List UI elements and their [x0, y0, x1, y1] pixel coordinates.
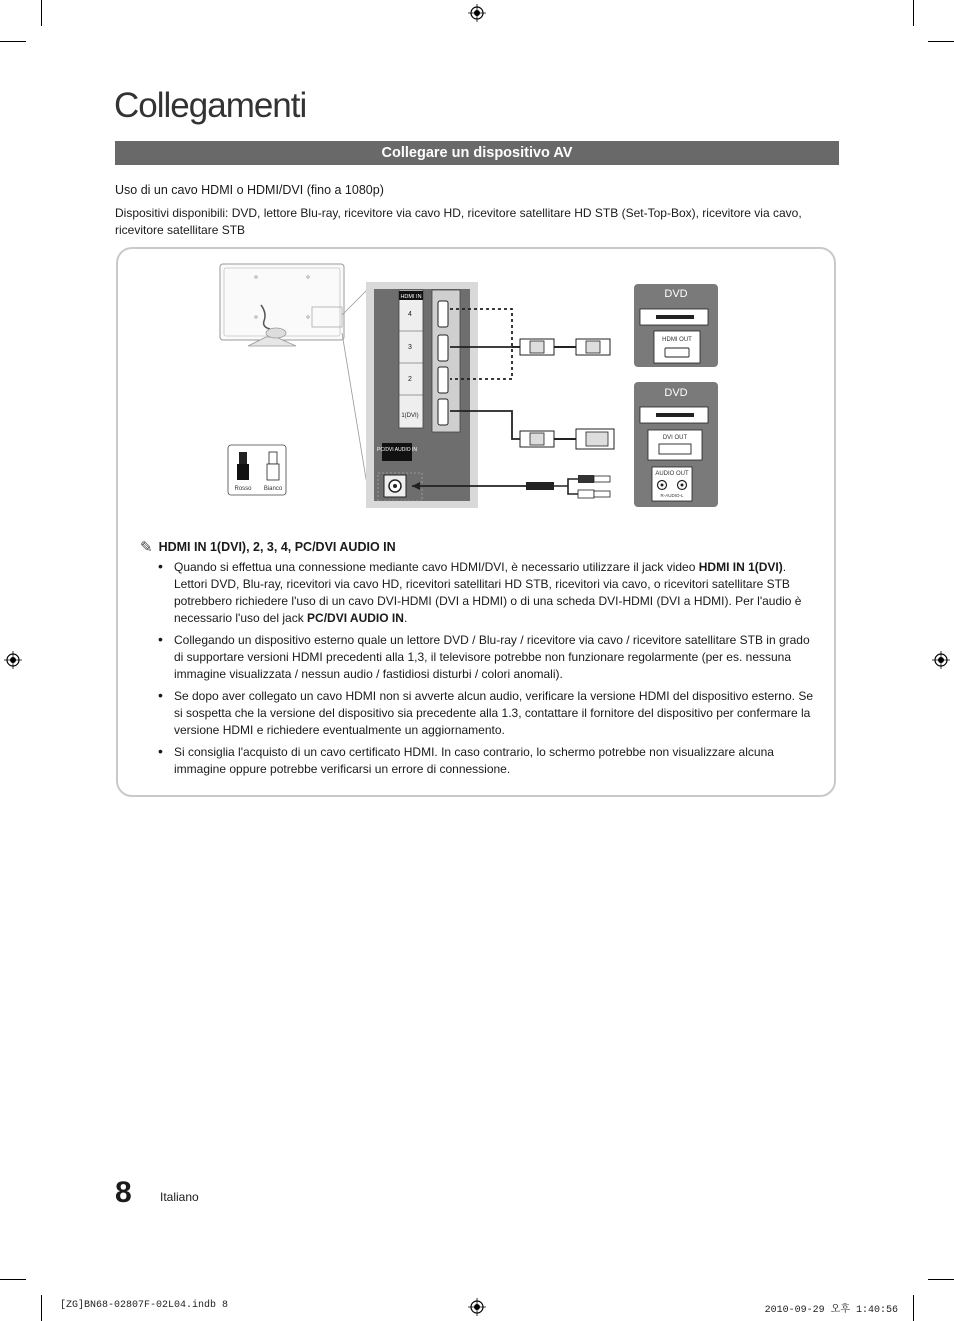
crop-mark [41, 0, 42, 26]
crop-mark [928, 41, 954, 42]
crop-mark [928, 1279, 954, 1280]
bullet-emphasis: HDMI IN 1(DVI) [698, 560, 783, 574]
registration-mark-icon [468, 4, 486, 22]
crop-mark [0, 41, 26, 42]
port-2-label: 2 [408, 376, 412, 383]
tv-port-panel [366, 282, 478, 508]
connection-diagram [116, 247, 836, 517]
white-jack-label: Bianco [263, 486, 283, 492]
registration-mark-icon [468, 1298, 486, 1316]
note-bullets [158, 559, 818, 783]
bullet-text: . [403, 611, 408, 625]
registration-mark-icon [932, 651, 950, 669]
footer-timestamp: 2010-09-29 오후 1:40:56 [764, 1305, 898, 1316]
hdmi-out-label: HDMI OUT [662, 337, 692, 343]
list-item: • Si consiglia l'acquisto di un cavo certificato HDMI. In caso contrario, lo schermo potrebbe non visualizzare alcuna immagine oppure potrebbe verificarsi un errore di connessione. [158, 744, 818, 778]
dvi-out-label: DVI OUT [662, 435, 688, 441]
list-item: • Se dopo aver collegato un cavo HDMI non si avverte alcun audio, verificare la versione HDMI del dispositivo esterno. Se si sospetta che la versione del dispositivo sia precedente alla 1.3, contattare il fornitore del dispositivo per confermare la versione HDMI e richiedere eventualmente un aggiornamento. [158, 688, 818, 739]
note-heading [140, 538, 396, 556]
audio-rl-label: R-AUDIO-L [660, 493, 684, 498]
list-item: • Collegando un dispositivo esterno quale un lettore DVD / Blu-ray / ricevitore via cavo / ricevitore satellitare STB in grado di supportare versioni HDMI precedenti alla 1,3, il televisore potrebbe non funzionare regolarmente (per es. nessuna immagine visualizzata / nessun audio / fastidiosi disturbi / colori anomali). [158, 632, 818, 683]
pencil-icon: ✎ [140, 539, 153, 556]
crop-mark [41, 1295, 42, 1321]
port-1-label: 1(DVI) [401, 413, 419, 419]
pc-dvi-audio-label: PC/DVI AUDIO IN [376, 447, 418, 453]
crop-mark [0, 1279, 26, 1280]
hdmi-in-label: HDMI IN [400, 294, 422, 300]
rca-jack-legend [228, 445, 286, 495]
crop-mark [913, 1295, 914, 1321]
port-4-label: 4 [408, 311, 412, 318]
registration-mark-icon [4, 651, 22, 669]
bullet-text: Quando si effettua una connessione mediante cavo HDMI/DVI, è necessario utilizzare il jack video [174, 560, 699, 574]
red-jack-label: Rosso [234, 486, 252, 492]
intro-text: Dispositivi disponibili: DVD, lettore Blu-ray, ricevitore via cavo HD, ricevitore satellitare HD STB (Set-Top-Box), ricevitore via cavo, ricevitore satellitare STB [115, 206, 802, 237]
bullet-text: . Lettori DVD, Blu-ray, ricevitori via cavo HD, ricevitori satellitari HD STB, ricevitori via cavo, o ricevitori satellitare STB potrebbero richiedere l'uso di un cavo DVI-HDMI (DVI a HDMI) o di una scheda DVI-HDMI (DVI a HDMI). Per l'audio è necessario l'uso del jack [174, 560, 802, 625]
dvd-device-dvi [634, 382, 718, 507]
audio-out-label: AUDIO OUT [655, 471, 689, 477]
note-heading-text: HDMI IN 1(DVI), 2, 3, 4, PC/DVI AUDIO IN [158, 540, 396, 554]
dvd-top-label: DVD [664, 288, 688, 300]
crop-mark [913, 0, 914, 26]
bullet-emphasis: PC/DVI AUDIO IN [307, 611, 404, 625]
list-item [158, 559, 818, 627]
page-title: Collegamenti [114, 86, 307, 125]
dvd-bottom-label: DVD [664, 387, 688, 399]
dvd-device-hdmi [634, 284, 718, 367]
page-number: 8 [115, 1176, 132, 1209]
language-label: Italiano [160, 1190, 199, 1204]
section-title: Collegare un dispositivo AV [115, 141, 839, 165]
subheading: Uso di un cavo HDMI o HDMI/DVI (fino a 1080p) [115, 183, 384, 197]
footer-file: [ZG]BN68-02807F-02L04.indb 8 [60, 1300, 229, 1311]
port-3-label: 3 [408, 344, 412, 351]
